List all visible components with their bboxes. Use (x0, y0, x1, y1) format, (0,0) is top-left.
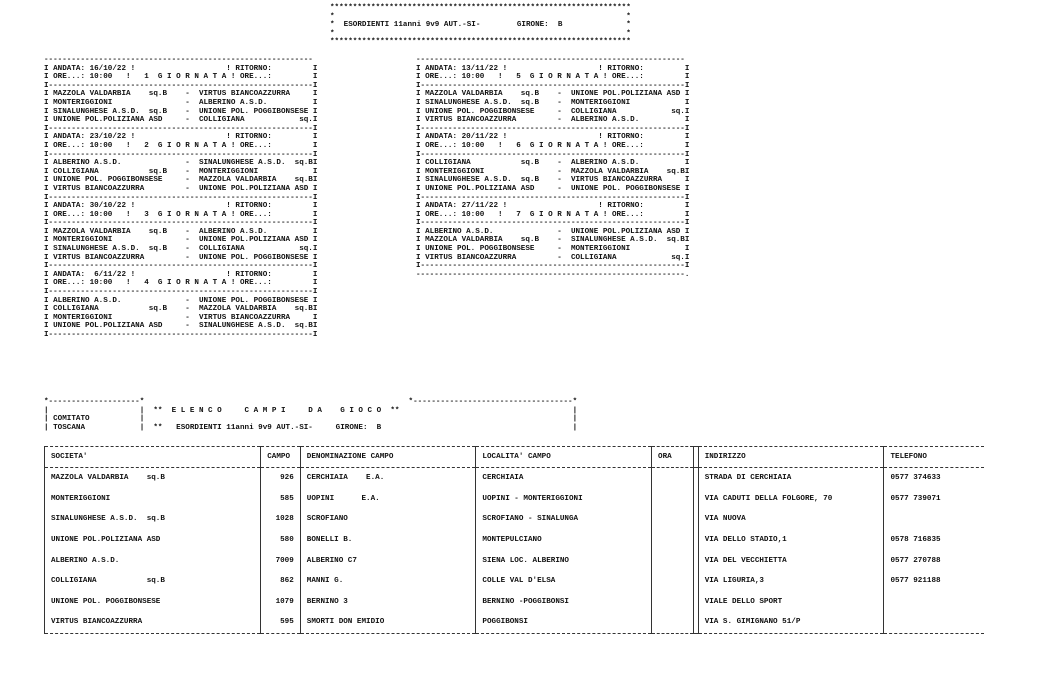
cell-telefono (884, 612, 984, 633)
cell-denominazione: MANNI G. (300, 571, 476, 592)
cell-denominazione: CERCHIAIA E.A. (300, 468, 476, 489)
cell-societa: ALBERINO A.S.D. (45, 550, 261, 571)
cell-indirizzo: VIALE DELLO SPORT (698, 592, 884, 613)
col-ora: ORA (652, 447, 694, 468)
cell-campo: 595 (261, 612, 301, 633)
cell-indirizzo: VIA DEL VECCHIETTA (698, 550, 884, 571)
cell-campo: 1079 (261, 592, 301, 613)
cell-societa: MONTERIGGIONI (45, 489, 261, 510)
cell-denominazione: UOPINI E.A. (300, 489, 476, 510)
cell-indirizzo: VIA DELLO STADIO,1 (698, 530, 884, 551)
table-row (45, 612, 985, 633)
col-localita: LOCALITA' CAMPO (476, 447, 652, 468)
cell-denominazione: BONELLI B. (300, 530, 476, 551)
col-indirizzo: INDIRIZZO (698, 447, 884, 468)
cell-telefono (884, 509, 984, 530)
cell-telefono: 0577 739071 (884, 489, 984, 510)
cell-campo: 926 (261, 468, 301, 489)
cell-localita: UOPINI - MONTERIGGIONI (476, 489, 652, 510)
cell-ora (652, 592, 694, 613)
cell-indirizzo: STRADA DI CERCHIAIA (698, 468, 884, 489)
campi-table-header (45, 447, 985, 468)
cell-telefono: 0577 374633 (884, 468, 984, 489)
cell-ora (652, 550, 694, 571)
cell-ora (652, 571, 694, 592)
cell-ora (652, 468, 694, 489)
cell-denominazione: ALBERINO C7 (300, 550, 476, 571)
cell-ora (652, 509, 694, 530)
cell-ora (652, 612, 694, 633)
giornate-column-left: ----------------------------------------------------------- I ANDATA: 16/10/22 ! ! RITORNO: I I ORE...: 10:00 ! 1 G I O R N A T A ! ORE...: I I----------------------------------------------------------I I MAZZOLA VALDARBIA sq.B - VIRTUS BIANCOAZZURRA I I MONTERIGGIONI - ALBERINO A.S.D. I I SINALUNGHESE A.S.D. sq.B - UNIONE POL. POGGIBONSESE I I UNIONE POL.POLIZIANA ASD - COLLIGIANA sq.I I----------------------------------------------------------I I ANDATA: 23/10/22 ! ! RITORNO: I I ORE...: 10:00 ! 2 G I O R N A T A ! ORE...: I I----------------------------------------------------------I I ALBERINO A.S.D. - SINALUNGHESE A.S.D. sq.BI I COLLIGIANA sq.B - MONTERIGGIONI I I UNIONE POL. POGGIBONSESE - MAZZOLA VALDARBIA sq.BI I VIRTUS BIANCOAZZURRA - UNIONE POL.POLIZIANA ASD I I----------------------------------------------------------I I ANDATA: 30/10/22 ! ! RITORNO: I I ORE...: 10:00 ! 3 G I O R N A T A ! ORE...: I I----------------------------------------------------------I I MAZZOLA VALDARBIA sq.B - ALBERINO A.S.D. I I MONTERIGGIONI - UNIONE POL.POLIZIANA ASD I I SINALUNGHESE A.S.D. sq.B - COLLIGIANA sq.I I VIRTUS BIANCOAZZURRA - UNIONE POL. POGGIBONSESE I I----------------------------------------------------------I I ANDATA: 6/11/22 ! ! RITORNO: I I ORE...: 10:00 ! 4 G I O R N A T A ! ORE...: I I----------------------------------------------------------I I ALBERINO A.S.D. - UNIONE POL. POGGIBONSESE I I COLLIGIANA sq.B - MAZZOLA VALDARBIA sq.BI I MONTERIGGIONI - VIRTUS BIANCOAZZURRA I I UNIONE POL.POLIZIANA ASD - SINALUNGHESE A.S.D. sq.BI I----------------------------------------------------------I (44, 56, 318, 339)
cell-campo: 7009 (261, 550, 301, 571)
cell-telefono (884, 592, 984, 613)
table-row (45, 530, 985, 551)
cell-societa: VIRTUS BIANCOAZZURRA (45, 612, 261, 633)
cell-societa: UNIONE POL. POGGIBONSESE (45, 592, 261, 613)
cell-ora (652, 530, 694, 551)
cell-indirizzo: VIA NUOVA (698, 509, 884, 530)
cell-denominazione: BERNINO 3 (300, 592, 476, 613)
table-row (45, 571, 985, 592)
table-row (45, 550, 985, 571)
cell-campo: 585 (261, 489, 301, 510)
cell-telefono: 0577 921188 (884, 571, 984, 592)
giornate-column-right: ----------------------------------------------------------- I ANDATA: 13/11/22 ! ! RITORNO: I I ORE...: 10:00 ! 5 G I O R N A T A ! ORE...: I I----------------------------------------------------------I I MAZZOLA VALDARBIA sq.B - UNIONE POL.POLIZIANA ASD I I SINALUNGHESE A.S.D. sq.B - MONTERIGGIONI I I UNIONE POL. POGGIBONSESE - COLLIGIANA sq.I I VIRTUS BIANCOAZZURRA - ALBERINO A.S.D. I I----------------------------------------------------------I I ANDATA: 20/11/22 ! ! RITORNO: I I ORE...: 10:00 ! 6 G I O R N A T A ! ORE...: I I----------------------------------------------------------I I COLLIGIANA sq.B - ALBERINO A.S.D. I I MONTERIGGIONI - MAZZOLA VALDARBIA sq.BI I SINALUNGHESE A.S.D. sq.B - VIRTUS BIANCOAZZURRA I I UNIONE POL.POLIZIANA ASD - UNIONE POL. POGGIBONSESE I I----------------------------------------------------------I I ANDATA: 27/11/22 ! ! RITORNO: I I ORE...: 10:00 ! 7 G I O R N A T A ! ORE...: I I----------------------------------------------------------I I ALBERINO A.S.D. - UNIONE POL.POLIZIANA ASD I I MAZZOLA VALDARBIA sq.B - SINALUNGHESE A.S.D. sq.BI I UNIONE POL. POGGIBONSESE - MONTERIGGIONI I I VIRTUS BIANCOAZZURRA - COLLIGIANA sq.I I----------------------------------------------------------I -----------------------------------------------------------. (416, 56, 690, 279)
cell-localita: COLLE VAL D'ELSA (476, 571, 652, 592)
cell-telefono: 0578 716835 (884, 530, 984, 551)
cell-societa: SINALUNGHESE A.S.D. sq.B (45, 509, 261, 530)
cell-localita: SCROFIANO - SINALUNGA (476, 509, 652, 530)
cell-denominazione: SMORTI DON EMIDIO (300, 612, 476, 633)
cell-localita: SIENA LOC. ALBERINO (476, 550, 652, 571)
col-societa: SOCIETA' (45, 447, 261, 468)
table-row (45, 489, 985, 510)
cell-localita: MONTEPULCIANO (476, 530, 652, 551)
cell-campo: 862 (261, 571, 301, 592)
cell-indirizzo: VIA CADUTI DELLA FOLGORE, 70 (698, 489, 884, 510)
cell-indirizzo: VIA LIGURIA,3 (698, 571, 884, 592)
cell-societa: COLLIGIANA sq.B (45, 571, 261, 592)
campi-header-box: *--------------------* *-----------------------------------* | | ** E L E N C O C A M P I D A G I O C O ** | | COMITATO | | | TOSCANA | ** ESORDIENTI 11anni 9v9 AUT.-SI- GIRONE: B | (44, 398, 578, 432)
col-campo: CAMPO (261, 447, 301, 468)
cell-localita: POGGIBONSI (476, 612, 652, 633)
campi-table (44, 446, 984, 634)
cell-telefono: 0577 270788 (884, 550, 984, 571)
cell-societa: MAZZOLA VALDARBIA sq.B (45, 468, 261, 489)
table-row (45, 509, 985, 530)
cell-localita: BERNINO -POGGIBONSI (476, 592, 652, 613)
col-denominazione: DENOMINAZIONE CAMPO (300, 447, 476, 468)
campi-table-body (45, 468, 985, 634)
cell-denominazione: SCROFIANO (300, 509, 476, 530)
cell-societa: UNIONE POL.POLIZIANA ASD (45, 530, 261, 551)
cell-localita: CERCHIAIA (476, 468, 652, 489)
header-box: ****************************************************************** * * * ESORDIENTI 11anni 9v9 AUT.-SI- GIRONE: B * * * ****************************************************************** (330, 4, 631, 47)
cell-campo: 1028 (261, 509, 301, 530)
cell-ora (652, 489, 694, 510)
table-row (45, 468, 985, 489)
cell-indirizzo: VIA S. GIMIGNANO 51/P (698, 612, 884, 633)
cell-campo: 580 (261, 530, 301, 551)
col-telefono: TELEFONO (884, 447, 984, 468)
table-row (45, 592, 985, 613)
